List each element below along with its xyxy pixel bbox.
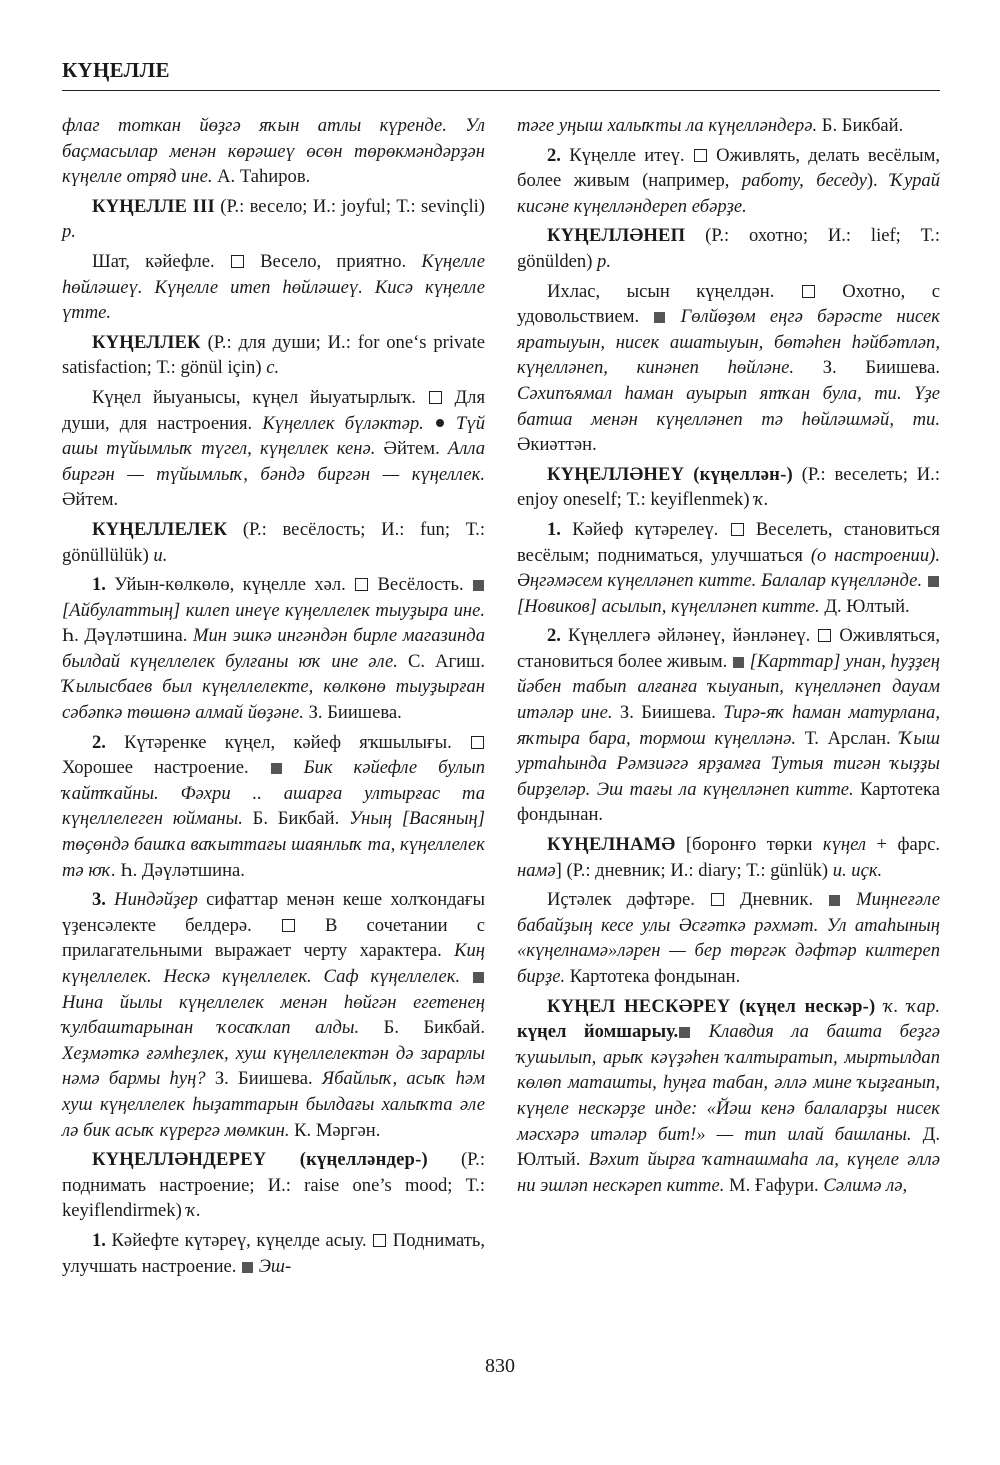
definition-text: Уйын-көлкөлө, күңелле хәл. xyxy=(105,574,355,596)
definition-text: Күтәренке күңел, кәйеф яҡшылығы. xyxy=(105,731,470,753)
definition xyxy=(517,887,940,989)
headword: КҮҢЕЛЛӘНЕП xyxy=(547,225,686,247)
russian-text: Поднимать, улучшать настроение. xyxy=(62,1229,485,1277)
source: Д. Юлтый. xyxy=(819,595,910,617)
definition-text: Күңел йыуанысы, күңел йыуатырлыҡ. xyxy=(92,386,428,408)
etymology: [боронғо төрки xyxy=(675,834,823,856)
sense-number: 2. xyxy=(547,144,561,166)
source: Б. Бикбай. xyxy=(817,115,904,136)
entry-kuellek xyxy=(62,330,485,381)
etymology-word: намә xyxy=(517,859,556,881)
example-text: Бик кәйефле булып ҡайтҡайны. Фәхри .. ашарға ултырғас та күңеллелеген юйманы. xyxy=(62,757,485,830)
source: М. Ғафури. xyxy=(724,1174,824,1196)
example-marker-icon xyxy=(473,580,484,591)
source: Әйтем. xyxy=(62,489,119,511)
grammar: (Р.: охотно; И.: lief; Т.: gönülden) xyxy=(517,225,940,272)
example-text: [Карттар] унан, һуҙҙең йәбен табып алғанға ҡыуанып, күңелләнеп дауам итәләр ине. xyxy=(517,650,940,724)
sense-1 xyxy=(62,1228,485,1279)
headword: КҮҢЕЛЛӘНЕҮ (күңеллән-) xyxy=(547,463,793,485)
russian-marker-icon xyxy=(694,149,707,162)
source: З. Биишева. xyxy=(303,702,402,724)
entry-kuelname xyxy=(517,832,940,883)
source: Һ. Дәүләтшина. xyxy=(115,859,245,881)
source: С. Агиш. xyxy=(397,650,485,672)
source: Һ. Дәүләтшина. xyxy=(62,625,193,647)
russian-text: Охотно, с удовольствием. xyxy=(517,280,940,328)
definition-text: Күңелле итеү. xyxy=(560,144,693,166)
grammar: (Р.: весёлость; И.: fun; Т.: gönüllülük) xyxy=(62,518,485,566)
definition-text: Кәйефте күтәреү, күңелде асыу. xyxy=(105,1229,373,1251)
example-text: Уның [Васяның] төҫөндә башҡа ваҡыттағы шаянлыҡ та, күңеллелек тә юҡ. xyxy=(62,808,486,881)
example-text: Алла биргән — түйымлыҡ, бәндә биргән — күңеллек. xyxy=(62,438,485,485)
russian-text: Оживляться, становиться более живым. xyxy=(517,625,940,672)
example-text: Ябайлыҡ, асыҡ һәм хуш күңеллелек һыҙаттарын былдағы халыҡта әле лә бик асыҡ күрергә мөмкин. xyxy=(62,1068,485,1141)
example-text: [Новиков] асылып, күңелләнеп китте. xyxy=(517,595,820,617)
example-text: Киң күңеллелек. Нескә күңеллелек. Саф күңеллелек. xyxy=(62,940,485,987)
example-text: Күңеллек бүләктәр. xyxy=(262,412,434,434)
russian-marker-icon xyxy=(731,523,744,536)
headword: КҮҢЕЛЛЕ III xyxy=(92,195,215,217)
source: Т. Арслан. xyxy=(796,727,900,749)
sense-3 xyxy=(62,887,485,1143)
source: Картотека фондынан. xyxy=(565,966,741,987)
russian-marker-icon xyxy=(818,629,831,642)
sense-2 xyxy=(517,623,940,828)
sense-1 xyxy=(62,572,485,726)
grammar: (Р.: весело; И.: joyful; Т.: sevinçli) xyxy=(214,195,486,217)
entry-kuellenep xyxy=(517,223,940,274)
russian-marker-icon xyxy=(231,255,244,268)
headword: КҮҢЕЛЛЕК xyxy=(92,331,201,353)
russian-text: ). xyxy=(866,170,891,192)
sense-1 xyxy=(517,517,940,619)
continued-example xyxy=(62,113,485,190)
pos: с. xyxy=(266,357,280,379)
russian-text: Весело, приятно. xyxy=(244,250,422,272)
russian-italic: работу, беседу xyxy=(741,170,867,192)
source: Б. Бикбай. xyxy=(242,808,350,830)
source: З. Биишева. xyxy=(793,357,940,379)
header-rule xyxy=(62,90,940,91)
example-text: Тирә-яҡ һаман матурлана, яҡтыра бара, тормош күңелләнә. xyxy=(517,702,940,749)
pos: ҡ. ҡар. xyxy=(875,995,940,1017)
page-number: 830 xyxy=(485,1355,515,1377)
lead-word: Ниндәйҙер xyxy=(105,889,198,911)
example-marker-icon xyxy=(473,972,484,983)
definition-text: Кәйеф күтәрелеү. xyxy=(560,518,730,540)
example-marker-icon xyxy=(733,657,744,668)
example-text: Түй ашы түйымлыҡ түгел, күңеллек кенә. xyxy=(62,412,485,460)
example-text: Миңнеғәле бабайҙың кесе улы Әсғәткә рәхмәт. Ул атаһының «күңелнамә»ләрен — бер төргәк дәфтәр килтереп бирҙе. xyxy=(517,889,940,987)
etymology-word: күңел xyxy=(822,834,867,856)
sense-number: 3. xyxy=(92,889,106,911)
example-text: Сәлимә лә, xyxy=(823,1174,908,1196)
sense-number: 1. xyxy=(92,1229,106,1251)
left-column xyxy=(62,113,485,1283)
sense-number: 1. xyxy=(92,574,106,596)
russian-marker-icon xyxy=(711,893,724,906)
example-text: Вәхит йырға ҡатнашмаһа ла, күңеле әллә ни эшләп нескәреп китте. xyxy=(517,1149,940,1196)
russian-text: Оживлять, делать весёлым, более живым (например, xyxy=(517,144,940,192)
example-marker-icon xyxy=(928,576,939,587)
russian-marker-icon xyxy=(373,1234,386,1247)
example-text: Мин эшкә ингәндән бирле магазинда былдай күңеллелек булғаны юҡ ине әле. xyxy=(62,625,485,672)
russian-text: В сочетании с прилагательными выражает черту характера. xyxy=(62,914,485,962)
grammar: (Р.: веселеть; И.: enjoy oneself; Т.: keyiflenmek) xyxy=(517,463,940,511)
pos: ҡ. xyxy=(186,1200,201,1222)
example-text: Ҡурай кисәне күңелләндереп ебәрҙе. xyxy=(517,170,940,217)
sense-2 xyxy=(62,730,485,884)
headword: КҮҢЕЛЛӘНДЕРЕҮ (күңелләндер-) xyxy=(92,1149,428,1171)
headword: КҮҢЕЛНАМӘ xyxy=(547,834,676,856)
grammar: ] (Р.: дневник; И.: diary; Т.: günlük) xyxy=(555,859,833,881)
entry-kuellelek xyxy=(62,517,485,568)
definition-text: Иҫтәлек дәфтәре. xyxy=(547,889,710,911)
pos: р. xyxy=(597,250,611,272)
grammar: (Р.: для души; И.: for one‘s private satisfaction; Т.: gönül için) xyxy=(62,331,485,379)
example-text: Клавдия ла башта беҙгә ҡушылып, арыҡ кәүҙәһен ҡалтыратып, мыртылдап көлөп маташты, һуңға табан, әллә мине ҡыҙғанып, күңеле нескәрҙе инде: «Йәш кенә балаларҙы нисек мәсхәрә итәләр бит!» — тип илай башланы. xyxy=(517,1021,940,1145)
source: Б. Бикбай. xyxy=(359,1017,485,1039)
source: Әйтем. xyxy=(375,438,448,460)
source: З. Биишева. xyxy=(612,702,724,724)
headword: КҮҢЕЛ НЕСКӘРЕҮ (күңел нескәр-) xyxy=(547,995,876,1017)
russian-marker-icon xyxy=(282,919,295,932)
pos: ҡ. xyxy=(754,489,769,511)
russian-text: Весёлость. xyxy=(369,574,472,596)
example-text: Эш- xyxy=(258,1255,292,1277)
source: А. Таһиров. xyxy=(212,166,311,188)
example-text: Сәхипъямал һаман ауырып ятҡан була, ти. Үҙе батша менән күңелләнеп тә һөйләшмәй, ти. xyxy=(517,382,940,430)
example-text: Ҡыш уртаһында Рәмзиәгә ярҙамға Тутыя тигән ҡыҙҙы бирҙеләр. Эш тағы ла күңелләнеп китте. xyxy=(517,727,941,800)
sense-number: 2. xyxy=(547,625,561,647)
pos: и. xyxy=(153,544,168,566)
example-marker-icon xyxy=(654,312,665,323)
grammar: (Р.: поднимать настроение; И.: raise one’s mood; Т.: keyiflendirmek) xyxy=(62,1149,485,1222)
continued-example xyxy=(517,113,940,139)
entry-kuellenderey xyxy=(62,1147,485,1224)
right-column xyxy=(517,113,940,1202)
entry-kuelleney xyxy=(517,462,940,513)
pos: р. xyxy=(62,221,76,243)
definition-text: Ихлас, ысын күңелдән. xyxy=(547,280,801,302)
definition xyxy=(62,249,485,326)
russian-text: Дневник. xyxy=(724,889,829,911)
source: К. Мәргән. xyxy=(289,1119,381,1141)
example-marker-icon xyxy=(829,895,840,906)
example-text: Нина йылы күңеллелек менән һөйгән егетенең ҡулбаштарынан ҡосаҡлап алды. xyxy=(62,991,485,1039)
example-text: Күңелле һөйләшеү. Күңелле итеп һөйләшеү. Кисә күңелле үтте. xyxy=(62,250,485,324)
definition-text: сифаттар менән кеше холҡондағы үҙенсәлекте белдерә. xyxy=(62,889,485,936)
entry-kuelle-iii xyxy=(62,194,485,245)
definition xyxy=(517,279,940,458)
sense-2 xyxy=(517,143,940,220)
cross-reference: күңел йомшарыу. xyxy=(517,1021,679,1043)
example-text: Әңгәмәсем күңелләнеп китте. Балалар күңелләнде. xyxy=(517,570,927,592)
definition-text: Күңеллегә әйләнеү, йәнләнеү. xyxy=(560,625,818,647)
sense-number: 2. xyxy=(92,731,106,753)
source: З. Биишева. xyxy=(205,1068,322,1090)
running-head: КҮҢЕЛЛЕ xyxy=(62,58,170,82)
russian-text: Для души, для настроения. xyxy=(62,386,485,434)
proverb-marker-icon xyxy=(436,419,444,427)
russian-marker-icon xyxy=(355,578,368,591)
example-text: Гөлйөҙөм еңгә бәрәсте нисек яратыуын, нисек ашатыуын, бөтәһен һәйбәтләп, күңелләнеп, кинәнеп һөйләне. xyxy=(517,306,940,379)
sense-number: 1. xyxy=(547,518,561,540)
source: Д. Юлтый. xyxy=(517,1123,940,1171)
example-text: тәге уңыш халыҡты ла күңелләндерә. xyxy=(517,115,818,136)
russian-marker-icon xyxy=(429,391,442,404)
definition-text: Шат, кәйефле. xyxy=(92,250,230,272)
example-text: флаг тоткан йөҙгә яҡын атлы күренде. Ул баҫмасылар менән көрәшеү өсөн төрөкмәндәрҙән күңелле отряд ине. xyxy=(62,115,485,188)
example-text: Хеҙмәткә ғәмһеҙлек, хуш күңеллелектән дә зарарлы нәмә бармы һуң? xyxy=(62,1042,485,1090)
russian-italic: (о настроении). xyxy=(810,544,940,566)
definition xyxy=(62,385,485,513)
example-text: Ҡылысбаев был күңеллелекте, көлкөнө тыуҙырған сәбәпкә төшөнә алмай йөҙәне. xyxy=(62,676,485,724)
russian-marker-icon xyxy=(802,285,815,298)
entry-kuel-neskarey xyxy=(517,994,940,1199)
headword: КҮҢЕЛЛЕЛЕК xyxy=(92,518,228,540)
example-marker-icon xyxy=(679,1027,690,1038)
pos: и. иҫк. xyxy=(832,859,883,881)
example-text: [Айбулаттың] килеп инеүе күңеллелек тыуҙыра ине. xyxy=(62,599,485,621)
example-marker-icon xyxy=(271,763,282,774)
example-marker-icon xyxy=(242,1262,253,1273)
source: Картотека фондынан. xyxy=(517,778,940,826)
russian-text: Хорошее настроение. xyxy=(62,757,270,779)
etymology: + фарс. xyxy=(866,834,940,856)
russian-marker-icon xyxy=(471,736,484,749)
russian-text: Веселеть, становиться весёлым; подниматься, улучшаться xyxy=(517,518,940,566)
source: Әкиәттән. xyxy=(517,434,597,456)
